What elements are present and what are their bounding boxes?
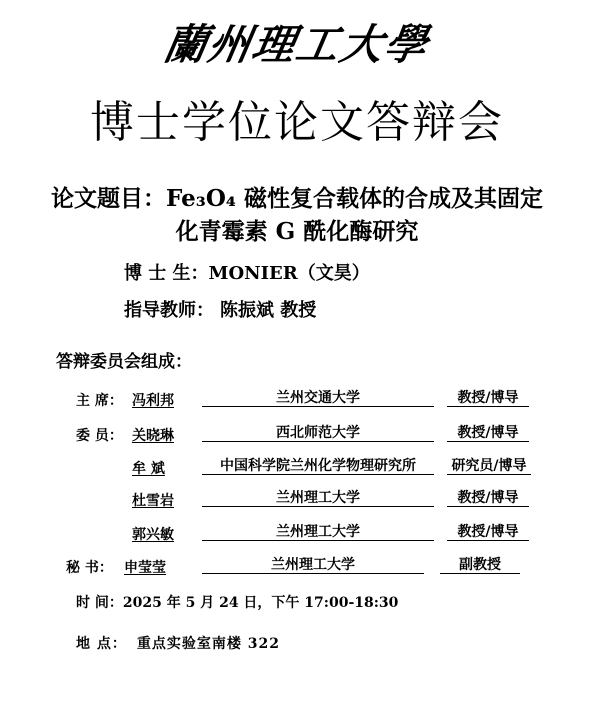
member-title [447,425,529,442]
place-value: 重点实验室南楼 322 [136,636,280,652]
member-org [202,524,434,541]
student-label: 博 士 生： [124,263,209,284]
secretary-title-text: 副教授 [440,558,520,574]
member-name: 杜雪岩 [132,493,174,509]
member-role: 委 员： [76,428,123,444]
secretary-org [202,557,424,574]
thesis-title-line1: 论文题目：Fe₃O₄ 磁性复合载体的合成及其固定 [51,185,543,212]
thesis-title-line2: 化青霉素 G 酰化酶研究 [175,218,419,245]
member-org [202,490,434,507]
member-title [447,458,531,475]
member-role: 主 席： [76,393,123,409]
member-name: 牟 斌 [132,461,165,477]
member-org-text: 兰州理工大学 [202,491,434,507]
member-name: 冯利邦 [132,393,174,409]
member-title [447,490,529,507]
secretary-role: 秘 书： [66,560,113,576]
member-title-text: 教授/博导 [447,491,529,507]
time-value: 2025 年 5 月 24 日，下午 17:00-18:30 [122,595,399,611]
member-org [202,390,434,407]
advisor-label: 指导教师： [124,300,214,321]
secretary-title [440,557,520,574]
member-title-text: 研究员/博导 [447,459,531,475]
member-name: 关晓琳 [132,428,174,444]
member-org-text: 兰州理工大学 [202,525,434,541]
member-title-text: 教授/博导 [447,525,529,541]
member-org [202,458,434,475]
time-label: 时 间： [76,595,123,611]
place-label: 地 点： [76,636,127,652]
member-org [202,425,434,442]
university-logo: 蘭州理工大學 [160,20,433,69]
secretary-name: 申莹莹 [124,560,166,576]
page-title: 博士学位论文答辩会 [90,97,504,148]
member-name: 郭兴敏 [132,527,174,543]
student-name: MONIER（文昊） [208,263,370,284]
time-row [76,592,398,612]
member-title [447,524,529,541]
member-org-text: 西北师范大学 [202,426,434,442]
committee-title: 答辩委员会组成： [56,352,192,372]
member-title-text: 教授/博导 [447,426,529,442]
member-org-text: 兰州交通大学 [202,391,434,407]
member-org-text: 中国科学院兰州化学物理研究所 [202,459,434,475]
advisor-name: 陈振斌 教授 [220,300,317,321]
secretary-org-text: 兰州理工大学 [202,558,424,574]
member-title [447,390,529,407]
place-row [76,633,280,653]
advisor-row [124,296,316,322]
student-row [124,259,370,285]
member-title-text: 教授/博导 [447,391,529,407]
